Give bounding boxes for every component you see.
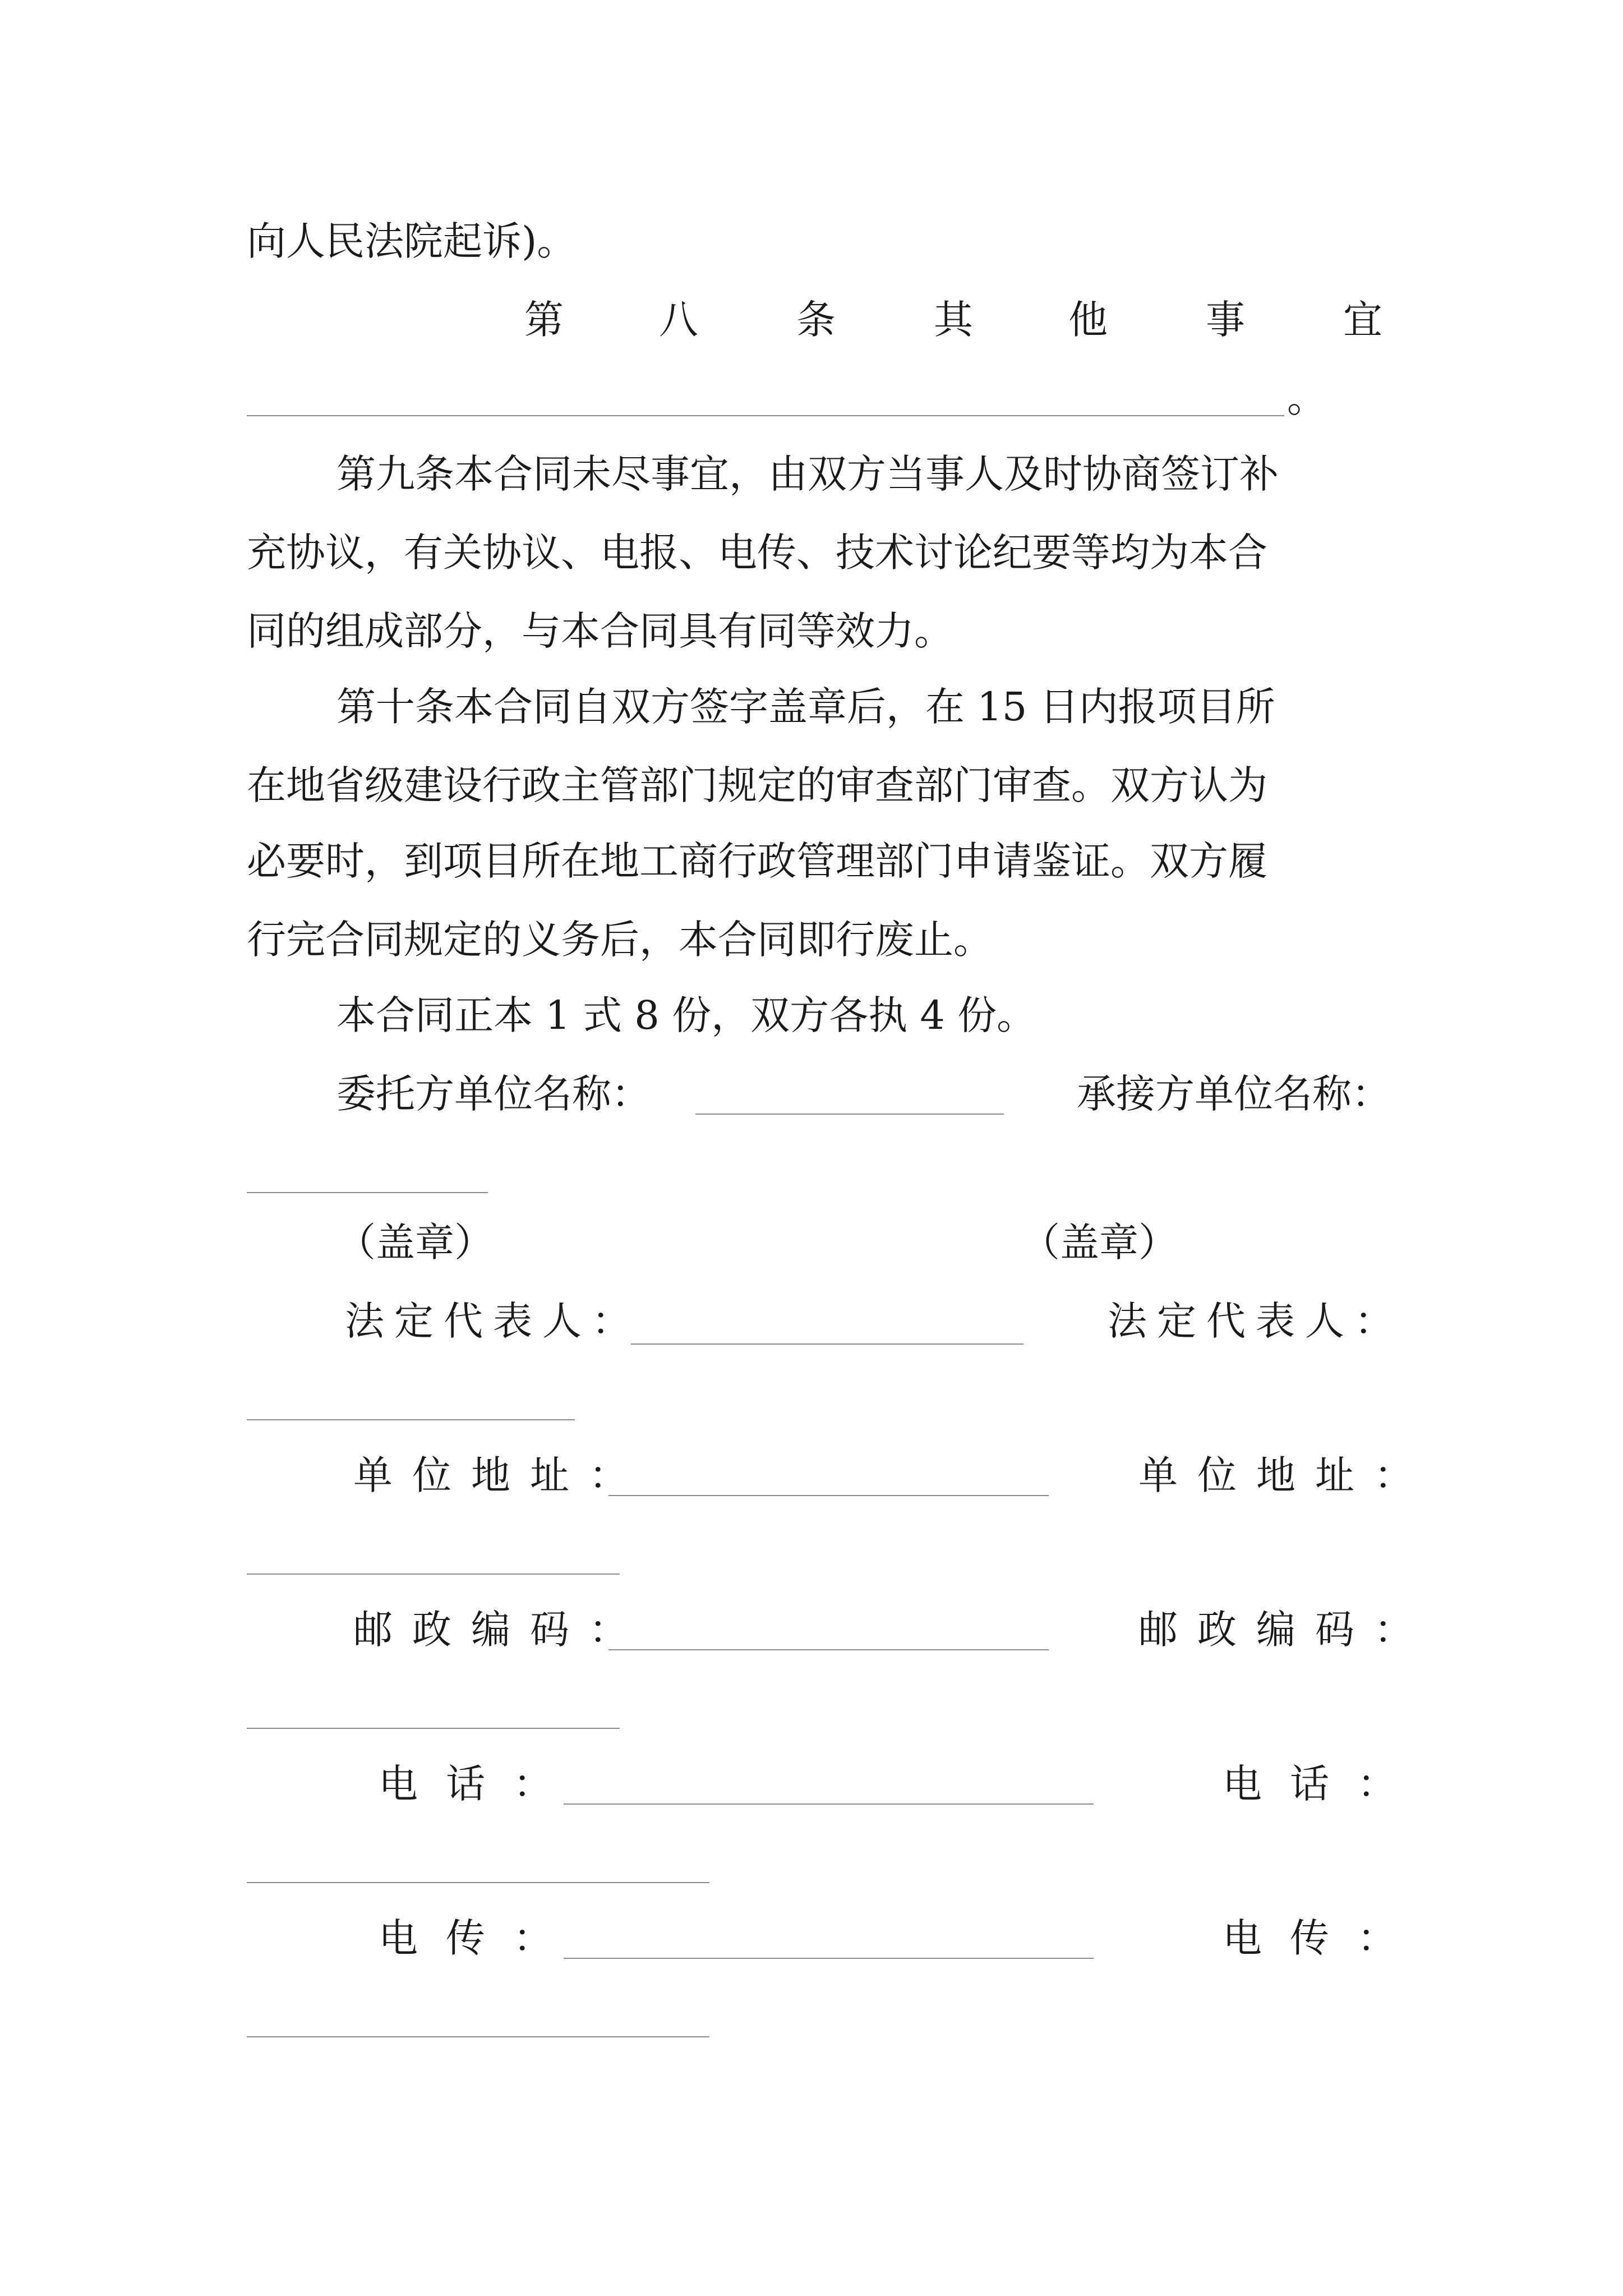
article-8-char: 宜 [1343, 297, 1382, 343]
client-legal-rep-blank[interactable] [631, 1343, 1023, 1345]
client-phone-label: 电话： [379, 1761, 580, 1807]
client-phone-blank[interactable] [564, 1803, 1094, 1805]
contractor-name-label: 承接方单位名称： [1077, 1071, 1391, 1117]
client-address-blank[interactable] [608, 1495, 1049, 1496]
article-8-char: 其 [934, 297, 973, 343]
article-8-char: 事 [1206, 297, 1245, 343]
contractor-phone-blank[interactable] [247, 1882, 709, 1883]
contractor-address-label: 单位地址： [1138, 1452, 1433, 1498]
client-postcode-blank[interactable] [608, 1649, 1049, 1650]
contractor-name-blank[interactable] [247, 1192, 488, 1193]
article-8-char: 八 [659, 297, 698, 343]
client-name-label: 委托方单位名称： [336, 1071, 651, 1117]
client-legal-rep-label: 法定代表人： [345, 1298, 641, 1344]
article-8-blank-line [247, 415, 1284, 416]
article-9-line-3: 同的组成部分，与本合同具有同等效力。 [247, 608, 953, 654]
client-address-label: 单位地址： [353, 1452, 648, 1498]
article-10-line-3: 必要时，到项目所在地工商行政管理部门申请鉴证。双方履 [247, 838, 1267, 884]
contractor-fax-blank[interactable] [247, 2036, 709, 2037]
contractor-legal-rep-label: 法定代表人： [1108, 1298, 1404, 1344]
article-8-char: 条 [796, 297, 836, 343]
contractor-postcode-blank[interactable] [247, 1728, 620, 1729]
contractor-phone-label: 电话： [1223, 1761, 1424, 1807]
client-seal: （盖章） [336, 1220, 494, 1266]
continued-text-line: 向人民法院起诉)。 [247, 218, 577, 264]
article-9-line-2: 充协议，有关协议、电报、电传、技术讨论纪要等均为本合 [247, 530, 1267, 576]
contractor-address-blank[interactable] [247, 1573, 620, 1575]
client-fax-blank[interactable] [564, 1958, 1094, 1959]
article-10-line-2: 在地省级建设行政主管部门规定的审查部门审查。双方认为 [247, 762, 1267, 808]
article-8-char: 第 [524, 297, 564, 343]
client-fax-label: 电传： [379, 1915, 580, 1961]
article-10-line-1: 第十条本合同自双方签字盖章后，在 15 日内报项目所 [336, 684, 1275, 730]
contractor-seal: （盖章） [1021, 1220, 1178, 1266]
client-postcode-label: 邮政编码： [353, 1607, 648, 1653]
client-name-blank[interactable] [695, 1114, 1004, 1115]
contractor-legal-rep-blank[interactable] [247, 1419, 575, 1420]
article-8-period: 。 [1287, 375, 1326, 421]
article-9-line-1: 第九条本合同未尽事宜，由双方当事人及时协商签订补 [336, 451, 1279, 497]
contractor-fax-label: 电传： [1223, 1915, 1424, 1961]
copies-statement: 本合同正本 1 式 8 份，双方各执 4 份。 [336, 992, 1036, 1038]
article-8-char: 他 [1068, 297, 1108, 343]
contractor-postcode-label: 邮政编码： [1138, 1607, 1433, 1653]
article-10-line-4: 行完合同规定的义务后，本合同即行废止。 [247, 917, 993, 963]
